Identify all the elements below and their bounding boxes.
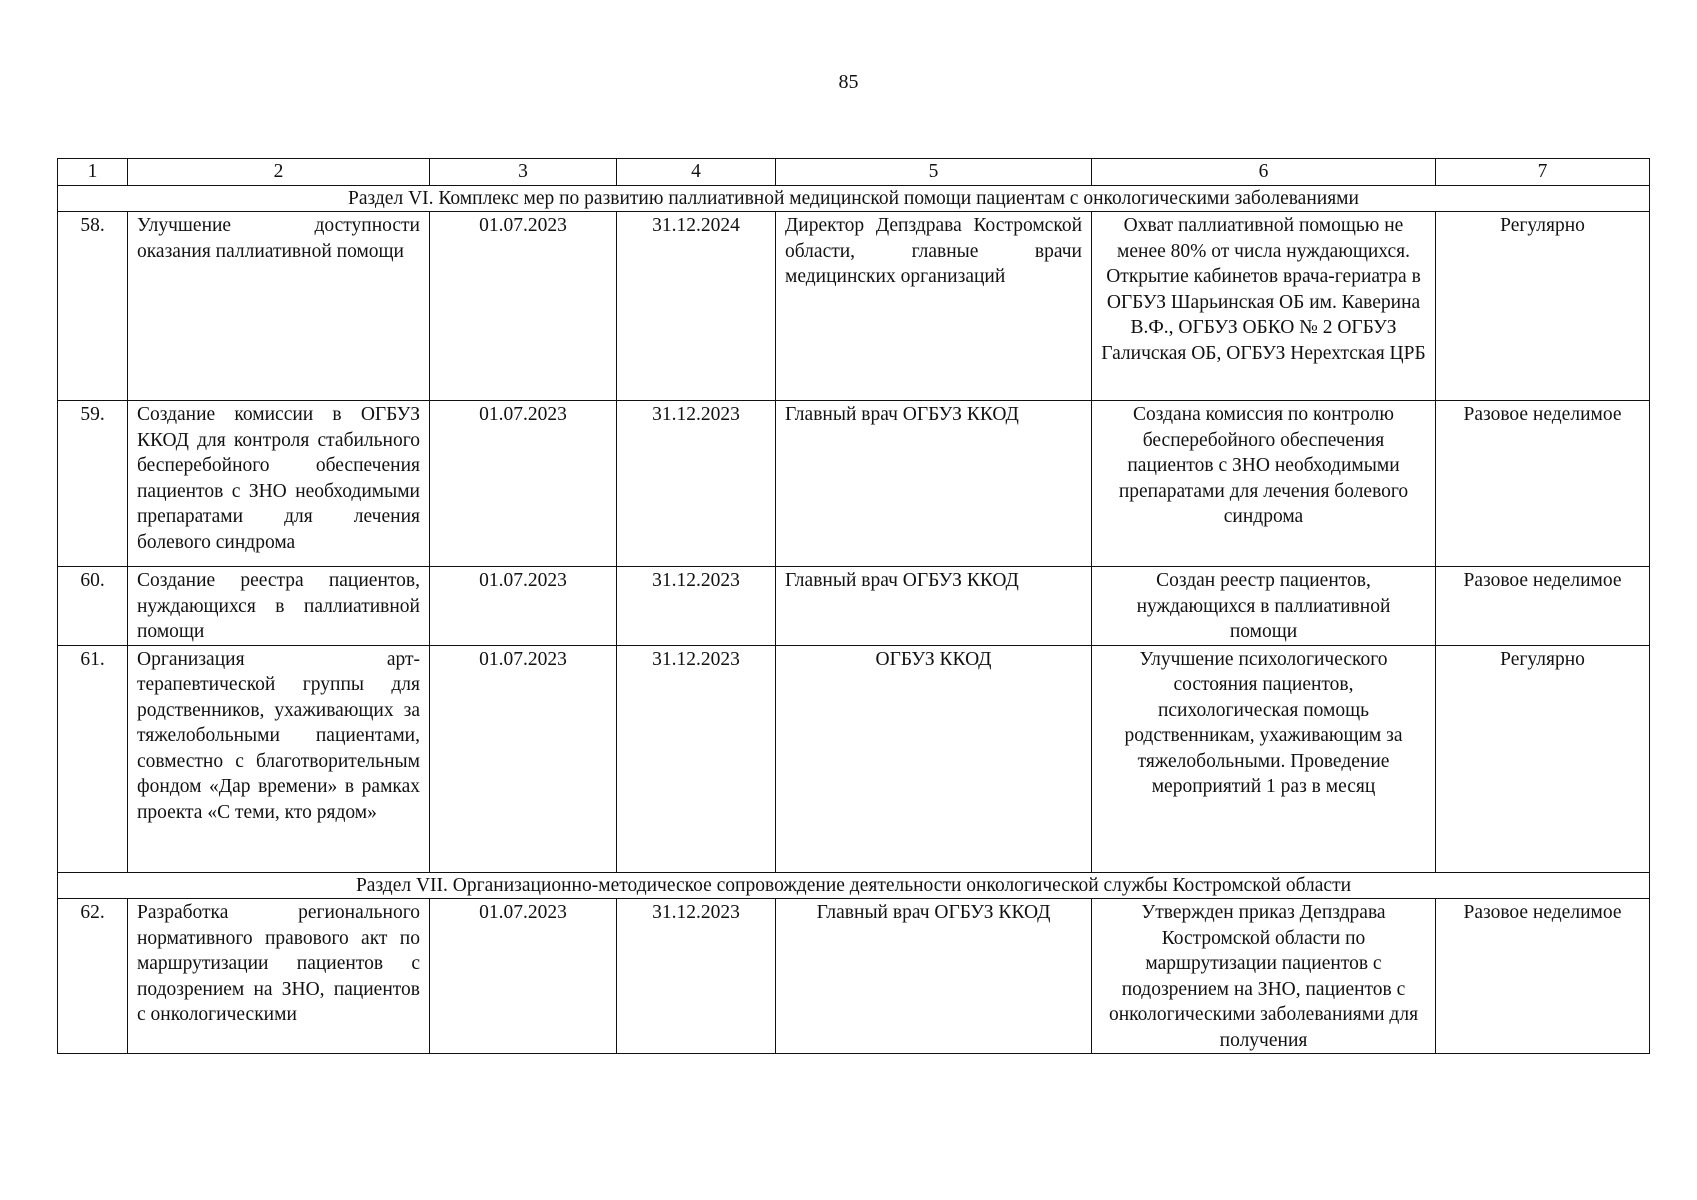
column-number: 3	[430, 159, 617, 186]
row-number: 60.	[58, 567, 128, 646]
end-date: 31.12.2023	[617, 567, 776, 646]
end-date: 31.12.2023	[617, 645, 776, 872]
row-number: 59.	[58, 401, 128, 567]
column-number: 6	[1092, 159, 1436, 186]
activity-title: Разработка регионального нормативного правового акт по маршрутизации пациентов с подозрением на ЗНО, пациентов с онкологическими	[128, 899, 430, 1054]
periodicity: Разовое неделимое	[1436, 567, 1650, 646]
periodicity: Регулярно	[1436, 212, 1650, 401]
periodicity: Разовое неделимое	[1436, 899, 1650, 1054]
activity-title: Создание комиссии в ОГБУЗ ККОД для контроля стабильного бесперебойного обеспечения пациентов с ЗНО необходимыми препаратами для лечения болевого синдрома	[128, 401, 430, 567]
activity-title: Создание реестра пациентов, нуждающихся в паллиативной помощи	[128, 567, 430, 646]
expected-result: Создана комиссия по контролю бесперебойного обеспечения пациентов с ЗНО необходимыми препаратами для лечения болевого синдрома	[1092, 401, 1436, 567]
start-date: 01.07.2023	[430, 567, 617, 646]
column-number: 1	[58, 159, 128, 186]
section-title: Раздел VI. Комплекс мер по развитию паллиативной медицинской помощи пациентам с онкологическими заболеваниями	[58, 185, 1650, 212]
periodicity: Разовое неделимое	[1436, 401, 1650, 567]
expected-result: Улучшение психологического состояния пациентов, психологическая помощь родственникам, ухаживающим за тяжелобольными. Проведение мероприятий 1 раз в месяц	[1092, 645, 1436, 872]
responsible: Главный врач ОГБУЗ ККОД	[776, 567, 1092, 646]
table-row	[58, 899, 1650, 1054]
expected-result: Утвержден приказ Депздрава Костромской области по маршрутизации пациентов с подозрением на ЗНО, пациентов с онкологическими заболеваниями для получения	[1092, 899, 1436, 1054]
table-row	[58, 645, 1650, 872]
table-row	[58, 401, 1650, 567]
page-number: 85	[838, 71, 859, 93]
action-plan-table	[57, 158, 1650, 1054]
end-date: 31.12.2023	[617, 401, 776, 567]
table-row	[58, 212, 1650, 401]
start-date: 01.07.2023	[430, 645, 617, 872]
start-date: 01.07.2023	[430, 401, 617, 567]
row-number: 61.	[58, 645, 128, 872]
activity-title: Улучшение доступности оказания паллиативной помощи	[128, 212, 430, 401]
responsible: Директор Депздрава Костромской области, главные врачи медицинских организаций	[776, 212, 1092, 401]
activity-title: Организация арт-терапевтической группы для родственников, ухаживающих за тяжелобольными пациентами, совместно с благотворительным фондом «Дар времени» в рамках проекта «С теми, кто рядом»	[128, 645, 430, 872]
periodicity: Регулярно	[1436, 645, 1650, 872]
column-number: 2	[128, 159, 430, 186]
expected-result: Охват паллиативной помощью не менее 80% от числа нуждающихся. Открытие кабинетов врача-гериатра в ОГБУЗ Шарьинская ОБ им. Каверина В.Ф., ОГБУЗ ОБКО № 2 ОГБУЗ Галичская ОБ, ОГБУЗ Нерехтская ЦРБ	[1092, 212, 1436, 401]
row-number: 62.	[58, 899, 128, 1054]
column-number-row	[58, 159, 1650, 186]
responsible: Главный врач ОГБУЗ ККОД	[776, 899, 1092, 1054]
end-date: 31.12.2024	[617, 212, 776, 401]
column-number: 7	[1436, 159, 1650, 186]
row-number: 58.	[58, 212, 128, 401]
column-number: 5	[776, 159, 1092, 186]
responsible: Главный врач ОГБУЗ ККОД	[776, 401, 1092, 567]
section-row	[58, 872, 1650, 899]
start-date: 01.07.2023	[430, 212, 617, 401]
start-date: 01.07.2023	[430, 899, 617, 1054]
column-number: 4	[617, 159, 776, 186]
section-title: Раздел VII. Организационно-методическое сопровождение деятельности онкологической службы Костромской области	[58, 872, 1650, 899]
responsible: ОГБУЗ ККОД	[776, 645, 1092, 872]
expected-result: Создан реестр пациентов, нуждающихся в паллиативной помощи	[1092, 567, 1436, 646]
end-date: 31.12.2023	[617, 899, 776, 1054]
section-row	[58, 185, 1650, 212]
table-row	[58, 567, 1650, 646]
